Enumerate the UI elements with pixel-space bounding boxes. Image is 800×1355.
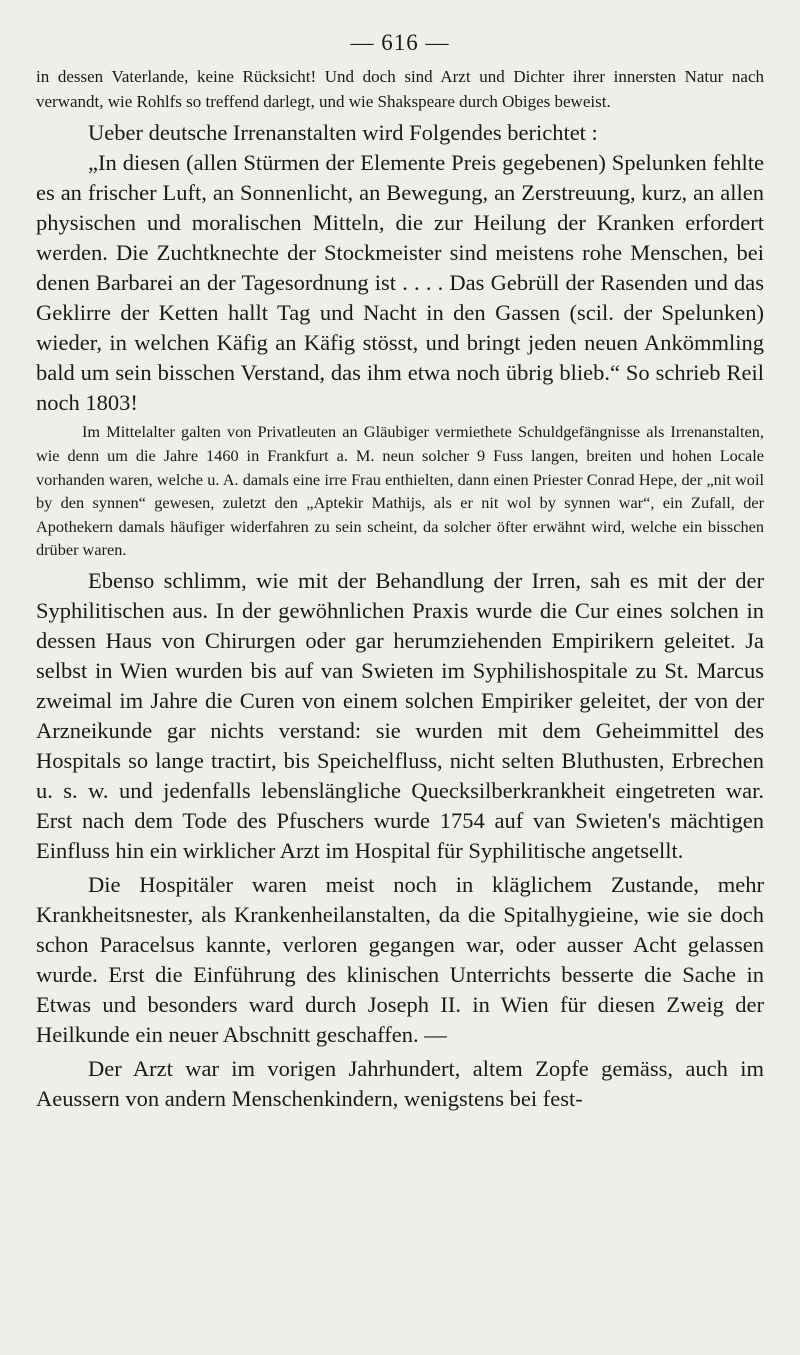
page-number: — 616 — [350, 30, 450, 55]
paragraph-quote-reil: „In diesen (allen Stürmen der Elemente Preis gegebenen) Spelunken fehlte es an frischer Luft, an Sonnenlicht, an Bewegung, an Zerstreuung, kurz, an allen physischen und moralischen Mitteln, die zur Heilung der Kranken erfordert werden. Die Zuchtknechte der Stockmeister sind meistens rohe Menschen, bei denen Barbarei an der Tagesordnung ist . . . . Das Gebrüll der Rasenden und das Geklirre der Ketten hallt Tag und Nacht in den Gassen (scil. der Spelunken) wieder, in welchen Käfig an Käfig stösst, und bringt jeden neuen Ankömmling bald um sein bisschen Verstand, das ihm etwa noch übrig blieb.“ So schrieb Reil noch 1803! [36, 150, 764, 416]
paragraph-hospitaeler: Die Hospitäler waren meist noch in kläglichem Zustande, mehr Krankheitsnester, als Krankenheilanstalten, da die Spitalhygieine, wie sie doch schon Paracelsus kannte, verloren gegangen war, oder ausser Acht gelassen wurde. Erst die Einführung des klinischen Unterrichts besserte die Sache in Etwas und besonders ward durch Joseph II. in Wien für diesen Zweig der Heilkunde ein neuer Abschnitt geschaffen. — [36, 871, 764, 1047]
paragraph-heading-irrenanstalten: Ueber deutsche Irrenanstalten wird Folgendes berichtet : [88, 120, 598, 146]
paragraph-syphilitische: Ebenso schlimm, wie mit der Behandlung der Irren, sah es mit der der Syphilitischen aus. In der gewöhnlichen Praxis wurde die Cur eines solchen in dessen Haus von Chirurgen oder gar herumziehenden Empirikern geleitet. Ja selbst in Wien wurden bis auf van Swieten im Syphilishospitale zu St. Marcus zweimal im Jahre die Curen von einem solchen Empiriker geleitet, der von der Arzneikunde gar nichts verstand: sie wurden mit dem Geheimmittel des Hospitals so lange tractirt, bis Speichelfluss, nicht selten Bluthusten, Erbrechen u. s. w. und jedenfalls lebenslängliche Quecksilberkrankheit eingetreten war. Erst nach dem Tode des Pfuschers wurde 1754 auf van Swieten's mächtigen Einfluss hin ein wirklicher Arzt im Hospital für Syphilitische angetsellt. [36, 567, 764, 863]
paragraph-continuation: in dessen Vaterlande, keine Rücksicht! Und doch sind Arzt und Dichter ihrer innersten Natur nach verwandt, wie Rohlfs so treffend darlegt, und wie Shakspeare durch Obiges beweist. [36, 67, 764, 112]
paragraph-note-mittelalter: Im Mittelalter galten von Privatleuten an Gläubiger vermiethete Schuldgefängnisse als Irrenanstalten, wie denn um die Jahre 1460 in Frankfurt a. M. neun solcher 9 Fuss langen, breiten und hohen Locale vorhanden waren, welche u. A. damals eine irre Frau enthielten, dann einen Priester Conrad Hepe, der „nit woil by den synnen“ gewesen, zuletzt den „Aptekir Mathijs, als er nit wol by synnen war“, ein Zufall, der Apothekern damals häufiger widerfahren zu sein scheint, da solcher öfter erwähnt wird, welche ein bisschen drüber waren. [36, 422, 764, 560]
paragraph-arzt: Der Arzt war im vorigen Jahrhundert, altem Zopfe gemäss, auch im Aeussern von andern Menschenkindern, wenigstens bei fest- [36, 1055, 764, 1111]
